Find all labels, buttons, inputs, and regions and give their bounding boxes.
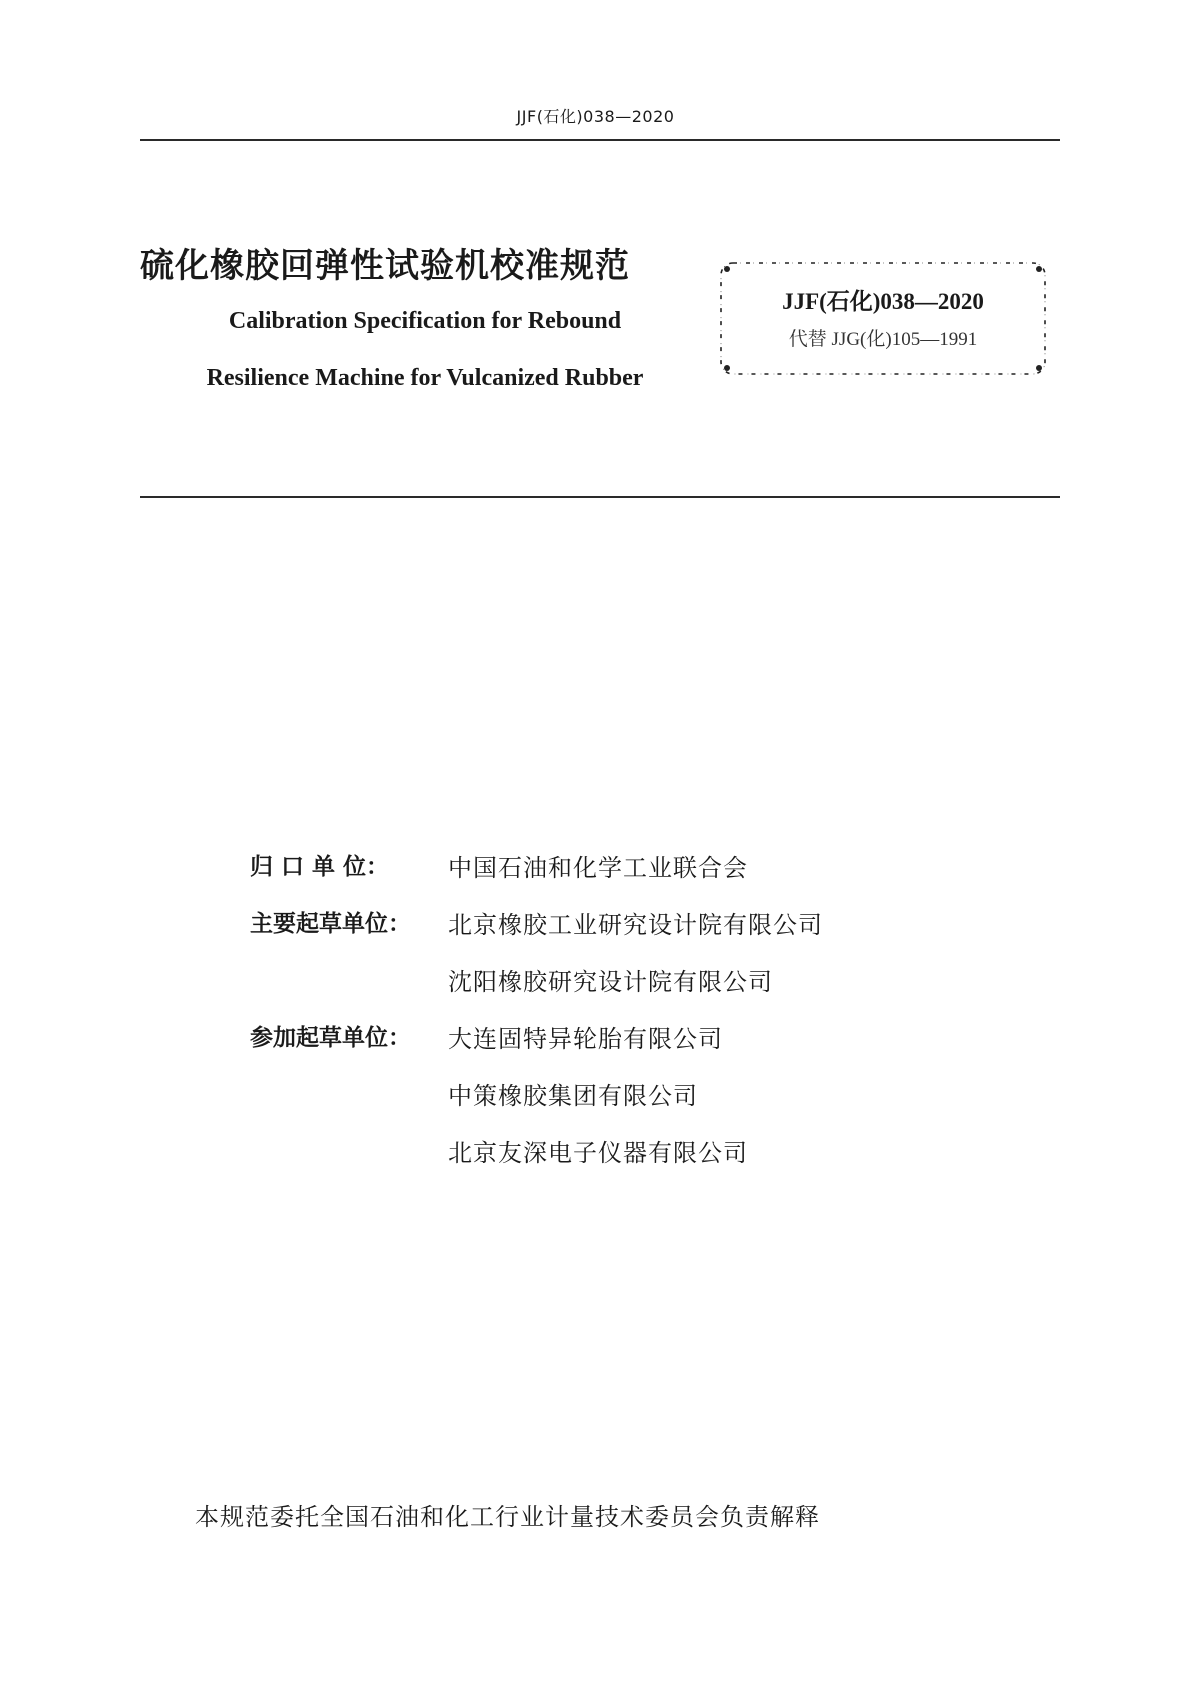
org-value: 北京橡胶工业研究设计院有限公司: [448, 911, 823, 939]
org-value: 北京友深电子仪器有限公司: [448, 1139, 748, 1167]
replaces-standard: 代替 JJG(化)105—1991: [788, 329, 978, 350]
standard-code-box: [713, 255, 1053, 382]
title-rule: [140, 496, 1060, 498]
title-english-line-1: Calibration Specification for Rebound: [228, 308, 622, 334]
org-label-main-drafting: 主要起草单位：: [250, 911, 411, 937]
org-label-participating: 参加起草单位：: [250, 1025, 411, 1051]
interpretation-note: 本规范委托全国石油和化工行业计量技术委员会负责解释: [195, 1503, 820, 1531]
org-value: 中策橡胶集团有限公司: [448, 1082, 698, 1110]
org-label-responsible: 归 口 单 位：: [250, 854, 390, 880]
header-standard-code: JJF(石化)038—2020: [516, 107, 675, 126]
title-chinese: 硫化橡胶回弹性试验机校准规范: [140, 246, 630, 286]
org-value: 中国石油和化学工业联合会: [448, 854, 748, 882]
header-rule: [140, 139, 1060, 141]
decorative-border-icon: [713, 255, 1053, 382]
org-value: 沈阳橡胶研究设计院有限公司: [448, 968, 773, 996]
title-english-line-2: Resilience Machine for Vulcanized Rubber: [206, 365, 644, 391]
standard-code: JJF(石化)038—2020: [782, 289, 984, 314]
org-value: 大连固特异轮胎有限公司: [448, 1025, 723, 1053]
